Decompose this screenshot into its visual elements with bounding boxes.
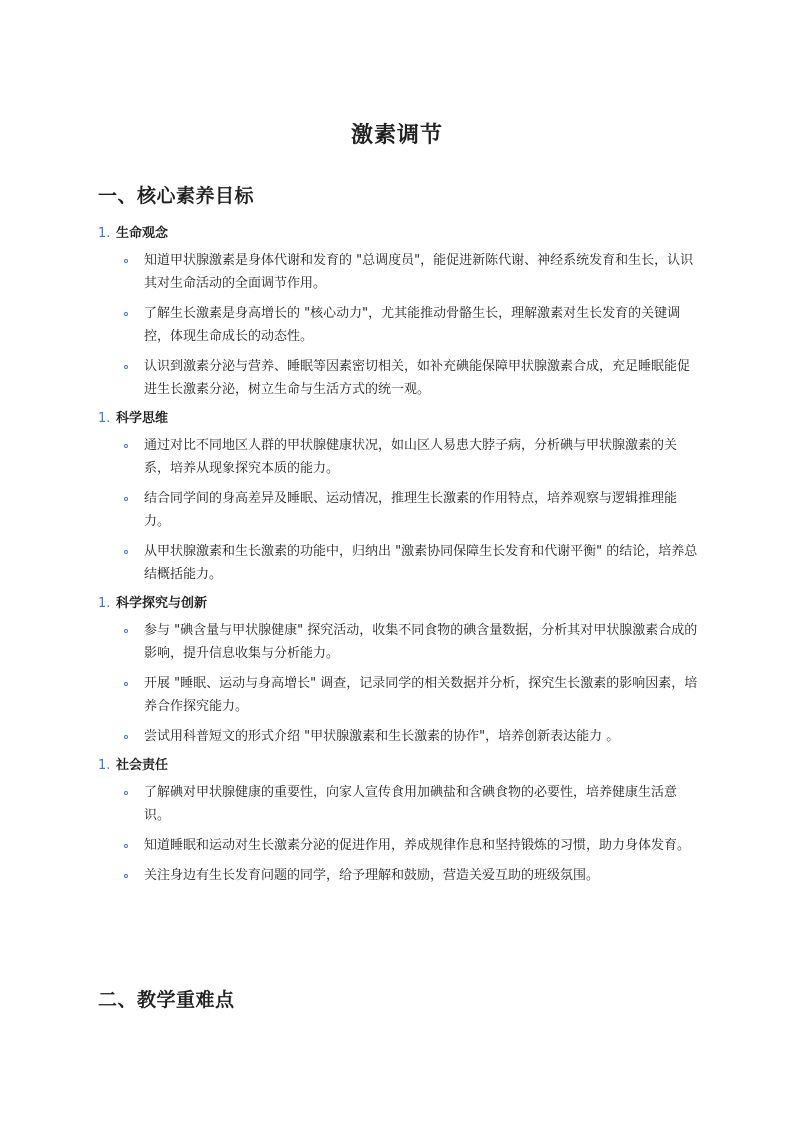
bullet-icon — [124, 682, 128, 686]
list-number: 1. — [98, 758, 111, 773]
group-title-text: 科学探究与创新 — [116, 596, 208, 611]
list-item: 知道甲状腺激素是身体代谢和发育的 "总调度员"，能促进新陈代谢、神经系统发育和生长，认识其对生命活动的全面调节作用。 — [98, 249, 698, 295]
bullet-icon — [124, 497, 128, 501]
bullet-icon — [124, 444, 128, 448]
bullet-icon — [124, 844, 128, 848]
group-title — [98, 592, 698, 612]
list-item: 开展 "睡眠、运动与身高增长" 调查，记录同学的相关数据并分析，探究生长激素的影响因素，培养合作探究能力。 — [98, 672, 698, 718]
list-item: 了解碘对甲状腺健康的重要性，向家人宣传食用加碘盐和含碘食物的必要性，培养健康生活意识。 — [98, 781, 698, 827]
bullet-icon — [124, 550, 128, 554]
list-number: 1. — [98, 596, 111, 611]
list-item: 关注身边有生长发育问题的同学，给予理解和鼓励，营造关爱互助的班级氛围。 — [98, 864, 698, 887]
bullet-icon — [124, 629, 128, 633]
list-item: 了解生长激素是身高增长的 "核心动力"，尤其能推动骨骼生长，理解激素对生长发育的关键调控，体现生命成长的动态性。 — [98, 302, 698, 348]
list-item: 通过对比不同地区人群的甲状腺健康状况，如山区人易患大脖子病，分析碘与甲状腺激素的关系，培养从现象探究本质的能力。 — [98, 434, 698, 480]
group-title — [98, 222, 698, 242]
group-title-text: 社会责任 — [116, 758, 169, 773]
list-item: 知道睡眠和运动对生长激素分泌的促进作用，养成规律作息和坚持锻炼的习惯，助力身体发育。 — [98, 834, 698, 857]
bullet-list — [98, 434, 698, 586]
core-goals-list — [98, 222, 698, 887]
bullet-list — [98, 619, 698, 748]
list-item: 认识到激素分泌与营养、睡眠等因素密切相关，如补充碘能保障甲状腺激素合成，充足睡眠能促进生长激素分泌，树立生命与生活方式的统一观。 — [98, 355, 698, 401]
section-heading-core-goals: 一、核心素养目标 — [98, 185, 255, 207]
bullet-icon — [124, 365, 128, 369]
goal-group-inquiry-innovation — [98, 592, 698, 748]
bullet-icon — [124, 874, 128, 878]
goal-group-social-responsibility — [98, 754, 698, 887]
bullet-list — [98, 249, 698, 401]
group-title — [98, 407, 698, 427]
list-item: 从甲状腺激素和生长激素的功能中，归纳出 "激素协同保障生长发育和代谢平衡" 的结论，培养总结概括能力。 — [98, 540, 698, 586]
bullet-list — [98, 781, 698, 887]
list-number: 1. — [98, 226, 111, 241]
group-title — [98, 754, 698, 774]
section-heading-key-difficulties: 二、教学重难点 — [98, 989, 235, 1011]
goal-group-life-concept — [98, 222, 698, 401]
goal-group-scientific-thinking — [98, 407, 698, 586]
group-title-text: 生命观念 — [116, 226, 169, 241]
list-number: 1. — [98, 411, 111, 426]
document-title: 激素调节 — [350, 123, 443, 148]
list-item: 尝试用科普短文的形式介绍 "甲状腺激素和生长激素的协作"，培养创新表达能力 。 — [98, 725, 698, 748]
bullet-icon — [124, 259, 128, 263]
bullet-icon — [124, 312, 128, 316]
list-item: 结合同学间的身高差异及睡眠、运动情况，推理生长激素的作用特点，培养观察与逻辑推理能力。 — [98, 487, 698, 533]
group-title-text: 科学思维 — [116, 411, 169, 426]
list-item: 参与 "碘含量与甲状腺健康" 探究活动，收集不同食物的碘含量数据，分析其对甲状腺激素合成的影响，提升信息收集与分析能力。 — [98, 619, 698, 665]
bullet-icon — [124, 735, 128, 739]
bullet-icon — [124, 791, 128, 795]
